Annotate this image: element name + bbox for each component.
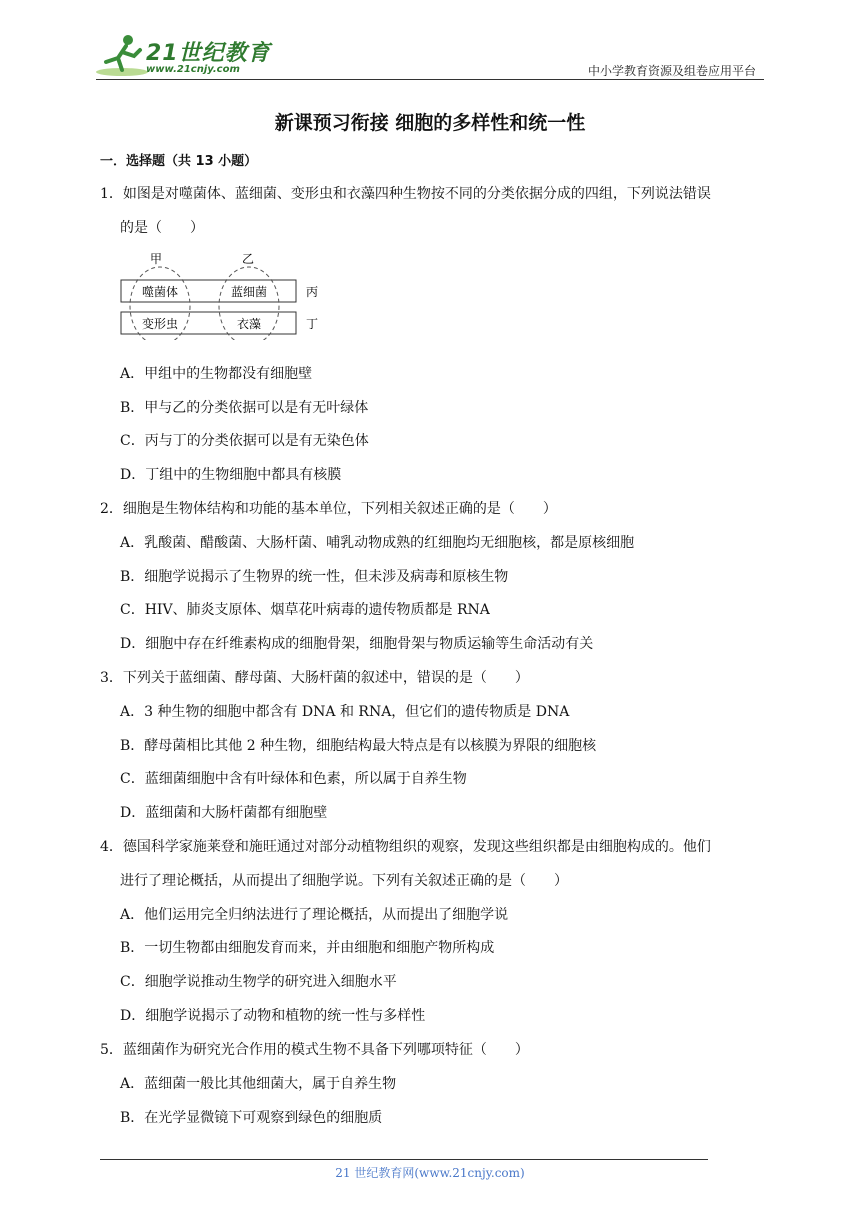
figure-cell-2: 蓝细菌 — [230, 285, 268, 299]
question-2-option-b: B．细胞学说揭示了生物界的统一性，但未涉及病毒和原核生物 — [120, 569, 509, 585]
question-2-option-a: A．乳酸菌、醋酸菌、大肠杆菌、哺乳动物成熟的红细胞均无细胞核，都是原核细胞 — [120, 535, 635, 551]
page-header — [0, 0, 860, 90]
footer-divider — [100, 1159, 708, 1160]
question-4-stem: 4．德国科学家施莱登和施旺通过对部分动植物组织的观察，发现这些组织都是由细胞构成的。他们 — [100, 839, 711, 855]
footer-link[interactable]: 21 世纪教育网(www.21cnjy.com) — [335, 1166, 525, 1180]
figure-cell-1: 噬菌体 — [141, 285, 179, 299]
figure-label-yi: 乙 — [241, 252, 255, 266]
question-4-option-a: A．他们运用完全归纳法进行了理论概括，从而提出了细胞学说 — [120, 907, 509, 923]
figure-cell-4: 衣藻 — [236, 317, 262, 331]
platform-name: 中小学教育资源及组卷应用平台 — [587, 64, 756, 78]
question-3-option-c: C．蓝细菌细胞中含有叶绿体和色素，所以属于自养生物 — [120, 771, 467, 787]
question-5-option-b: B．在光学显微镜下可观察到绿色的细胞质 — [120, 1110, 383, 1126]
question-1-option-c: C．丙与丁的分类依据可以是有无染色体 — [120, 433, 369, 449]
figure-label-jia: 甲 — [149, 252, 163, 266]
classification-figure — [118, 250, 328, 340]
question-5-stem: 5．蓝细菌作为研究光合作用的模式生物不具备下列哪项特征（ ） — [100, 1042, 529, 1058]
section-heading: 一．选择题（共 13 小题） — [100, 154, 258, 169]
question-2-option-d: D．细胞中存在纤维素构成的细胞骨架，细胞骨架与物质运输等生命活动有关 — [120, 636, 594, 652]
question-1-option-b: B．甲与乙的分类依据可以是有无叶绿体 — [120, 400, 369, 416]
question-4-option-c: C．细胞学说推动生物学的研究进入细胞水平 — [120, 974, 397, 990]
figure-cell-3: 变形虫 — [141, 317, 179, 331]
question-4-option-d: D．细胞学说揭示了动物和植物的统一性与多样性 — [120, 1008, 426, 1024]
question-3-option-d: D．蓝细菌和大肠杆菌都有细胞壁 — [120, 805, 328, 821]
logo-text: 21世纪教育 — [146, 41, 271, 66]
question-2-option-c: C．HIV、肺炎支原体、烟草花叶病毒的遗传物质都是 RNA — [120, 602, 490, 618]
question-1-stem-cont: 的是（ ） — [120, 220, 204, 236]
question-3-option-b: B．酵母菌相比其他 2 种生物，细胞结构最大特点是有以核膜为界限的细胞核 — [120, 738, 597, 754]
question-3-stem: 3．下列关于蓝细菌、酵母菌、大肠杆菌的叙述中，错误的是（ ） — [100, 670, 529, 686]
question-5-option-a: A．蓝细菌一般比其他细菌大，属于自养生物 — [120, 1076, 397, 1092]
header-divider — [96, 79, 764, 80]
question-4-option-b: B．一切生物都由细胞发育而来，并由细胞和细胞产物所构成 — [120, 940, 495, 956]
figure-label-ding: 丁 — [306, 317, 319, 331]
question-3-option-a: A．3 种生物的细胞中都含有 DNA 和 RNA，但它们的遗传物质是 DNA — [120, 704, 570, 720]
logo-url: www.21cnjy.com — [146, 64, 240, 75]
question-1-option-a: A．甲组中的生物都没有细胞壁 — [120, 366, 313, 382]
page-title: 新课预习衔接 细胞的多样性和统一性 — [274, 112, 586, 134]
question-2-stem: 2．细胞是生物体结构和功能的基本单位，下列相关叙述正确的是（ ） — [100, 501, 557, 517]
figure-label-bing: 丙 — [306, 285, 319, 299]
question-1-option-d: D．丁组中的生物细胞中都具有核膜 — [120, 467, 342, 483]
question-1-stem: 1．如图是对噬菌体、蓝细菌、变形虫和衣藻四种生物按不同的分类依据分成的四组，下列说法错误 — [100, 186, 711, 202]
question-4-stem-cont: 进行了理论概括，从而提出了细胞学说。下列有关叙述正确的是（ ） — [120, 873, 568, 889]
